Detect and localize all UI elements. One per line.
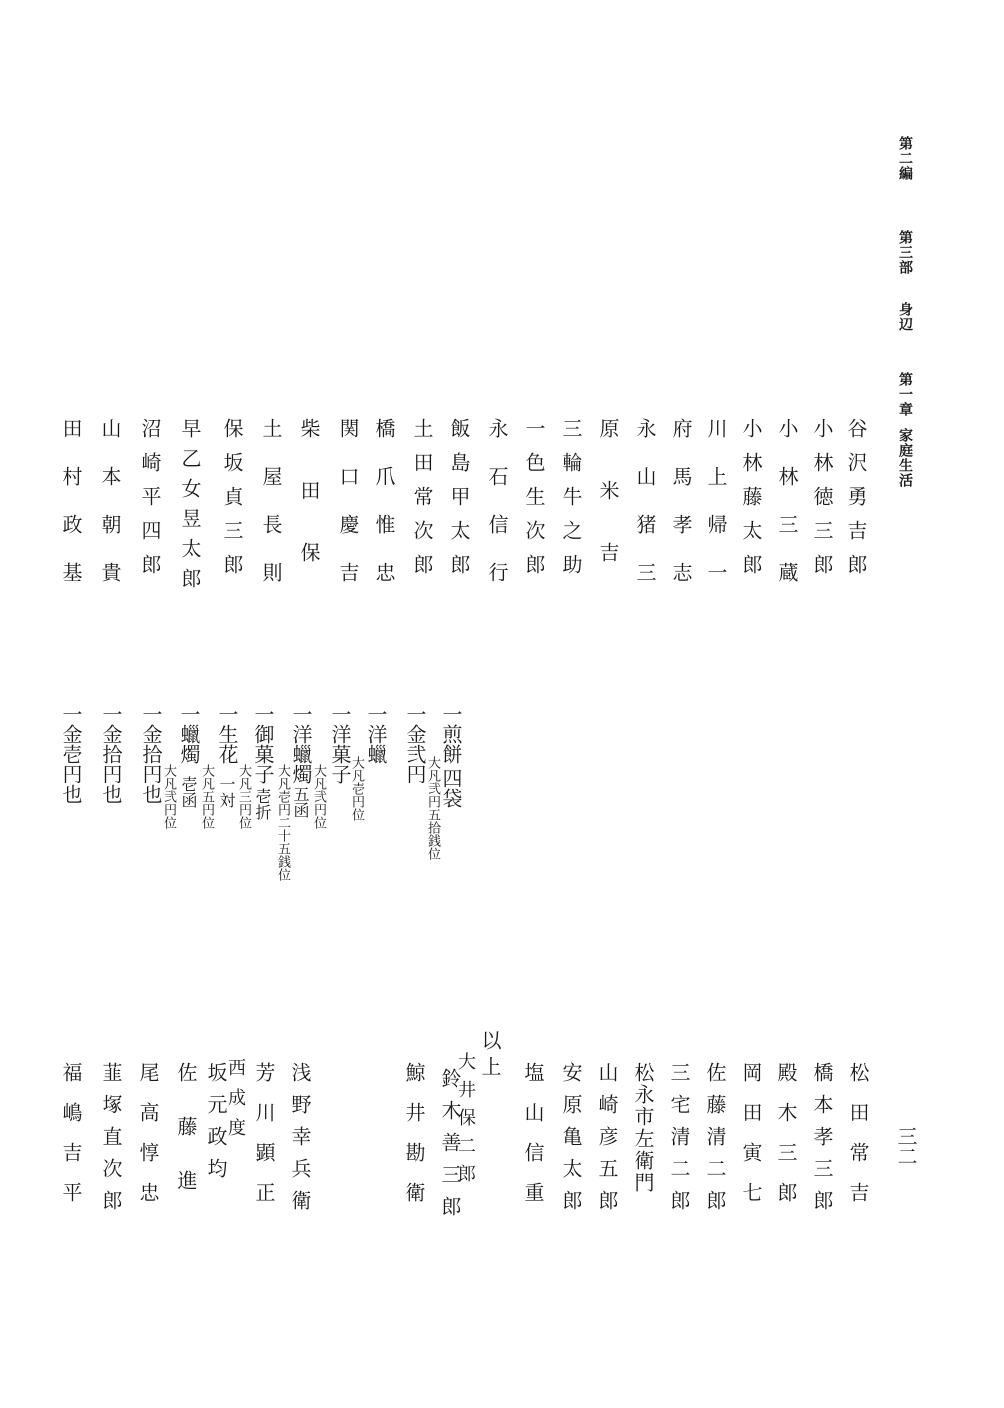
list-item: 関口慶吉 (336, 418, 360, 610)
gift-item: 一金弐円 (403, 704, 427, 784)
gift-qty: 五函 (291, 786, 310, 818)
list-item: 保坂貞三郎 (220, 418, 244, 588)
gift-price: 大凡三円位 (236, 764, 251, 829)
list-item: 福嶋吉平 (59, 1062, 83, 1222)
list-item: 鯨井勘衛 (402, 1062, 426, 1222)
page-number: 三二 (894, 1126, 918, 1166)
list-item: 塩山信重 (521, 1062, 545, 1222)
header-chapter-title: 家庭生活 (897, 428, 913, 488)
gift-price: 大凡五円位 (199, 764, 214, 829)
header-part: 第二編 (897, 136, 913, 181)
gift-price: 大凡壱円二十五銭位 (275, 764, 290, 881)
list-item: 府馬孝志 (669, 418, 693, 610)
list-item: 永石信行 (485, 418, 509, 610)
gift-item: 一生花 (215, 704, 239, 764)
list-item: 殿木三郎 (774, 1062, 798, 1222)
list-item: 小林徳三郎 (810, 418, 834, 588)
list-item: 佐藤清二郎 (703, 1062, 727, 1222)
list-item: 土屋長則 (259, 418, 283, 610)
gift-qty: 四袋 (439, 768, 463, 808)
header-chapter: 第一章 (897, 372, 913, 417)
gift-item: 一金拾円也 (139, 704, 163, 804)
list-item: 沼崎平四郎 (138, 418, 162, 588)
list-item: 鈴木善三郎 (438, 1068, 462, 1228)
header-section: 第三部 (897, 230, 913, 275)
list-item: 岡田寅七 (739, 1062, 763, 1222)
list-item: 大井保二郎 (455, 1052, 476, 1192)
list-item: 柴田保 (297, 418, 321, 604)
list-item: 山本朝貴 (98, 418, 122, 610)
list-item: 橋爪惟忠 (372, 418, 396, 610)
list-item: 一色生次郎 (522, 418, 546, 588)
list-item: 小林藤太郎 (739, 418, 763, 588)
list-item: 芳川顕正 (252, 1062, 276, 1222)
list-item: 谷沢勇吉郎 (844, 418, 868, 588)
list-item: 早乙女昱太郎 (178, 418, 202, 598)
header-subsection: 身辺 (897, 302, 913, 332)
gift-item: 一煎餅 (439, 704, 463, 764)
gift-item: 一洋蠟 (364, 704, 388, 764)
list-item: 佐藤進 (174, 1062, 198, 1224)
list-item: 韮塚直次郎 (99, 1062, 123, 1222)
list-item: 飯島甲太郎 (447, 418, 471, 588)
gift-qty: 壱函 (179, 776, 198, 808)
list-item: 松田常吉 (846, 1062, 870, 1222)
list-item: 川上帰一 (704, 418, 728, 610)
gift-price: 大凡弐円位 (161, 764, 176, 829)
list-item: 山崎彦五郎 (595, 1062, 619, 1222)
gift-item: 一蠟燭 (177, 704, 201, 764)
list-item: 松永市左衛門 (631, 1062, 655, 1194)
gift-item: 一御菓子 (251, 704, 275, 784)
gift-price: 大凡弐円位 (311, 764, 326, 829)
gift-qty: 一対 (217, 776, 236, 808)
gift-item: 一金拾円也 (99, 704, 123, 804)
list-item: 安原亀太郎 (559, 1062, 583, 1222)
gift-item: 一金壱円也 (59, 704, 83, 804)
list-item: 坂元政均 (204, 1062, 228, 1190)
list-item: 三宅清二郎 (667, 1062, 691, 1222)
list-item: 土田常次郎 (410, 418, 434, 588)
ijo-marker: 以上 (478, 1030, 502, 1082)
list-item: 原米吉 (596, 418, 620, 604)
gift-item: 一洋菓子 (328, 704, 352, 784)
list-item: 西成度 (225, 1058, 246, 1148)
list-item: 橋本孝三郎 (810, 1062, 834, 1222)
gift-price: 大凡弐円五拾銭位 (425, 756, 440, 860)
list-item: 尾高惇忠 (136, 1062, 160, 1222)
gift-price: 大凡壱円位 (349, 756, 364, 821)
list-item: 浅野幸兵衛 (288, 1062, 312, 1222)
list-item: 三輪牛之助 (559, 418, 583, 588)
gift-qty: 壱折 (253, 788, 272, 820)
list-item: 永山猪三 (633, 418, 657, 610)
gift-item: 一洋蠟燭 (289, 704, 313, 784)
list-item: 田村政基 (59, 418, 83, 610)
list-item: 小林三蔵 (775, 418, 799, 610)
